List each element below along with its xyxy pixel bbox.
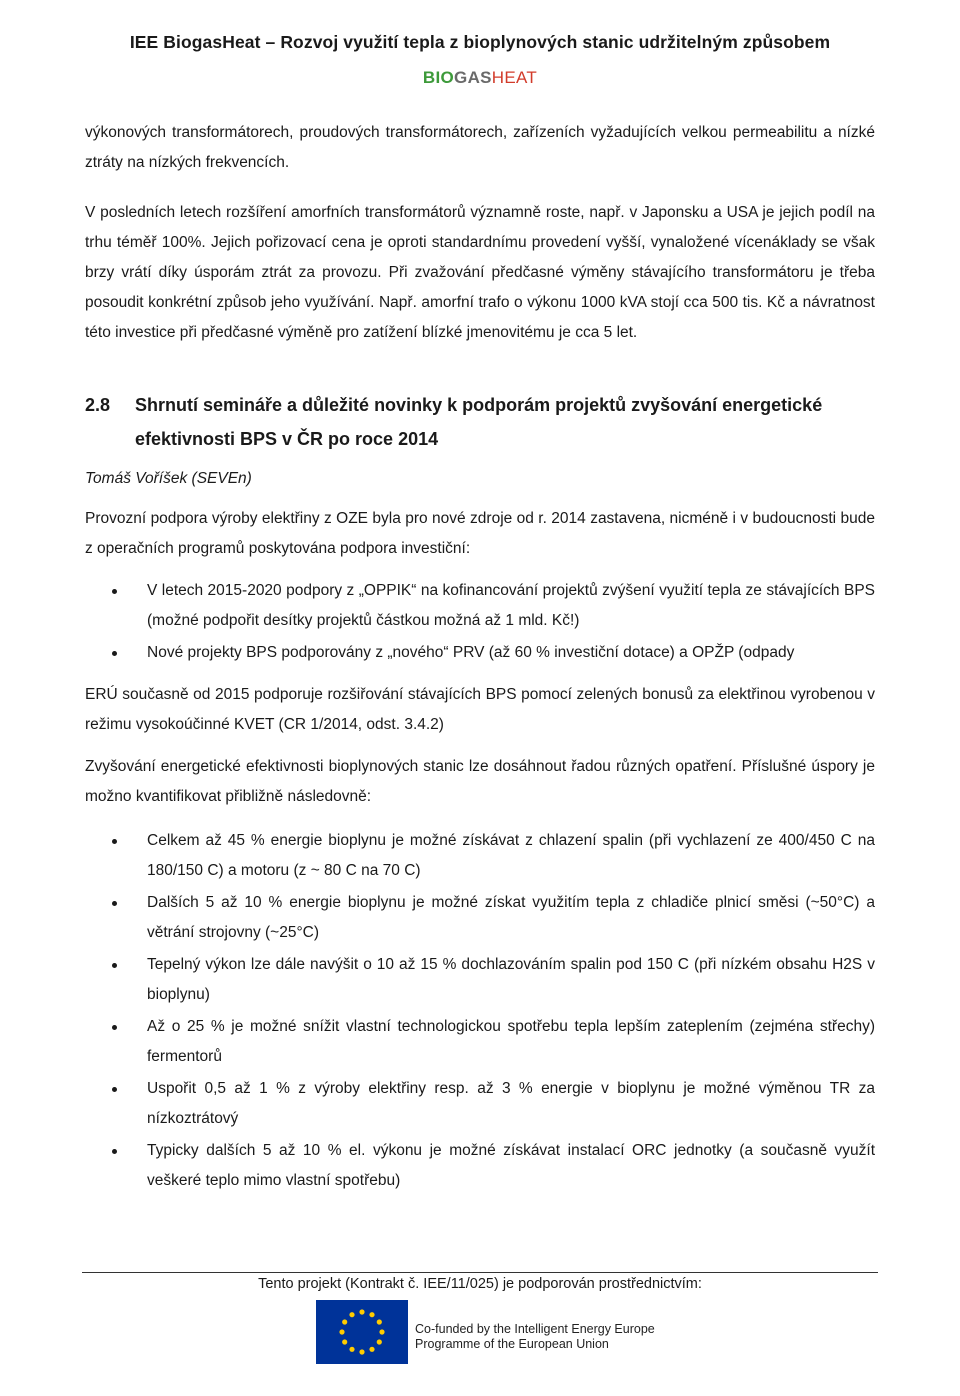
list-item: Dalších 5 až 10 % energie bioplynu je možné získat využitím tepla z chladiče plnicí směsi (~50°C) a větrání strojovny (~25°C) — [85, 888, 875, 948]
bullet-icon — [112, 901, 117, 906]
list-item: Celkem až 45 % energie bioplynu je možné získávat z chlazení spalin (při vychlazení ze 400/450 C na 180/150 C) a motoru (z ~ 80 C na 70 C) — [85, 826, 875, 886]
list-item: Až o 25 % je možné snížit vlastní technologickou spotřebu tepla lepším zateplením (zejména střechy) fermentorů — [85, 1012, 875, 1072]
bullet-icon — [112, 1025, 117, 1030]
list-item: Tepelný výkon lze dále navýšit o 10 až 15 % dochlazováním spalin pod 150 C (při nízkém obsahu H2S v bioplynu) — [85, 950, 875, 1010]
bullet-icon — [112, 963, 117, 968]
bullet-list — [85, 826, 875, 1196]
list-item: Uspořit 0,5 až 1 % z výroby elektřiny resp. až 3 % energie v bioplynu je možné výměnou TR za nízkoztrátový — [85, 1074, 875, 1134]
bullet-icon — [112, 839, 117, 844]
section-number: 2.8 — [85, 395, 111, 415]
author-name: Tomáš Voříšek (SEVEn) — [85, 470, 252, 487]
list-item: Nové projekty BPS podporovány z „nového“ PRV (až 60 % investiční dotace) a OPŽP (odpady — [85, 638, 875, 668]
eu-cofunding-text: Co-funded by the Intelligent Energy Europe Programme of the European Union — [415, 1322, 655, 1351]
eu-flag-icon — [316, 1300, 408, 1364]
bullet-icon — [112, 1149, 117, 1154]
page-header-title: IEE BiogasHeat – Rozvoj využití tepla z bioplynových stanic udržitelným způsobem — [129, 32, 831, 52]
bullet-icon — [112, 1087, 117, 1092]
biogasheat-logo: BIOGASHEAT — [422, 68, 538, 87]
paragraph: výkonových transformátorech, proudových transformátorech, zařízeních vyžadujících velkou permeabilitu a nízké ztráty na nízkých frekvencích. — [85, 124, 875, 171]
bullet-icon — [112, 589, 117, 594]
bullet-icon — [112, 651, 117, 656]
list-item: Typicky dalších 5 až 10 % el. výkonu je možné získávat instalací ORC jednotky (a současně využít veškeré teplo mimo vlastní spotřebu) — [85, 1136, 875, 1196]
paragraph: Zvyšování energetické efektivnosti bioplynových stanic lze dosáhnout řadou různých opatření. Příslušné úspory je možno kvantifikovat přibližně následovně: — [85, 758, 875, 805]
list-item: V letech 2015-2020 podpory z „OPPIK“ na kofinancování projektů zvýšení využití tepla ze stávajících BPS (možné podpořit desítky projektů částkou možná až 1 mld. Kč!) — [85, 576, 875, 636]
bullet-list — [85, 576, 875, 668]
document-body — [85, 118, 875, 1196]
section-title: Shrnutí semináře a důležité novinky k podporám projektů zvyšování energetické efektivnosti BPS v ČR po roce 2014 — [135, 395, 823, 449]
paragraph: V posledních letech rozšíření amorfních transformátorů významně roste, např. v Japonsku a USA je jejich podíl na trhu téměř 100%. Jejich pořizovací cena je oproti standardnímu provedení vyšší, vynaložené vícenáklady se však brzy vrátí díky úsporám ztrát za provozu. Při zvažování předčasné výměny stávajícího transformátoru je třeba posoudit konkrétní způsob jeho využívání. Např. amorfní trafo o výkonu 1000 kVA stojí cca 500 tis. Kč a návratnost této investice při předčasné výměně pro zatížení blízké jmenovitému je cca 5 let. — [85, 204, 875, 341]
paragraph: Provozní podpora výroby elektřiny z OZE byla pro nové zdroje od r. 2014 zastavena, nicméně i v budoucnosti bude z operačních programů poskytována podpora investiční: — [85, 510, 875, 557]
section-heading — [85, 388, 875, 456]
footer-text: Tento projekt (Kontrakt č. IEE/11/025) je podporován prostřednictvím: — [258, 1276, 702, 1292]
paragraph: ERÚ současně od 2015 podporuje rozšiřování stávajících BPS pomocí zelených bonusů za elektřinou vyrobenou v režimu vysokoúčinné KVET (CR 1/2014, odst. 3.4.2) — [85, 686, 875, 733]
footer-divider — [82, 1272, 878, 1273]
